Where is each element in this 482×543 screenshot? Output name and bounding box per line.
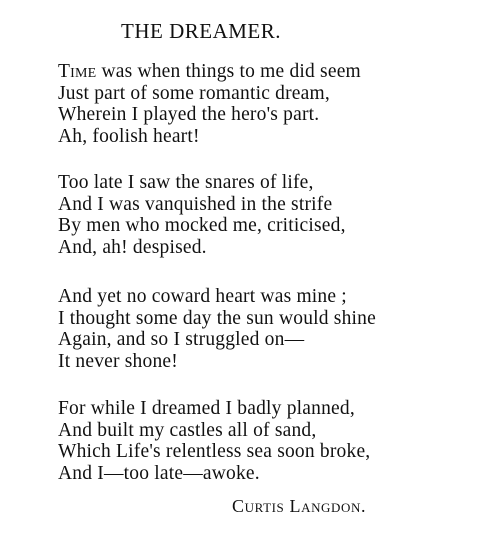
stanza-line: Just part of some romantic dream,: [58, 82, 330, 104]
stanza-line: [58, 61, 458, 83]
stanza-line: I thought some day the sun would shine: [58, 307, 376, 329]
stanza-3: [58, 286, 458, 372]
stanza-2: [58, 172, 458, 258]
stanza-line: Which Life's relentless sea soon broke,: [58, 441, 371, 462]
stanza-line: Too late I saw the snares of life,: [58, 172, 314, 193]
stanza-line: By men who mocked me, criticised,: [58, 215, 346, 236]
stanza-line: And yet no coward heart was mine ;: [58, 286, 347, 307]
stanza-line: For while I dreamed I badly planned,: [58, 398, 355, 419]
first-word-small-caps: Time: [58, 61, 97, 82]
stanza-line: And I—too late—awoke.: [58, 462, 260, 484]
first-line-rest: was when things to me did seem: [96, 61, 361, 82]
stanza-4: [58, 398, 458, 484]
poem-author: Curtis Langdon.: [232, 496, 367, 516]
stanza-line: Wherein I played the hero's part.: [58, 104, 320, 125]
stanza-line: And I was vanquished in the strife: [58, 193, 333, 215]
stanza-line: And, ah! despised.: [58, 236, 207, 258]
stanza-line: And built my castles all of sand,: [58, 419, 317, 441]
poem-title: THE DREAMER.: [121, 19, 281, 43]
stanza-1: [58, 61, 458, 147]
stanza-line: Again, and so I struggled on—: [58, 329, 305, 350]
stanza-line: It never shone!: [58, 350, 178, 372]
stanza-line: Ah, foolish heart!: [58, 125, 200, 147]
